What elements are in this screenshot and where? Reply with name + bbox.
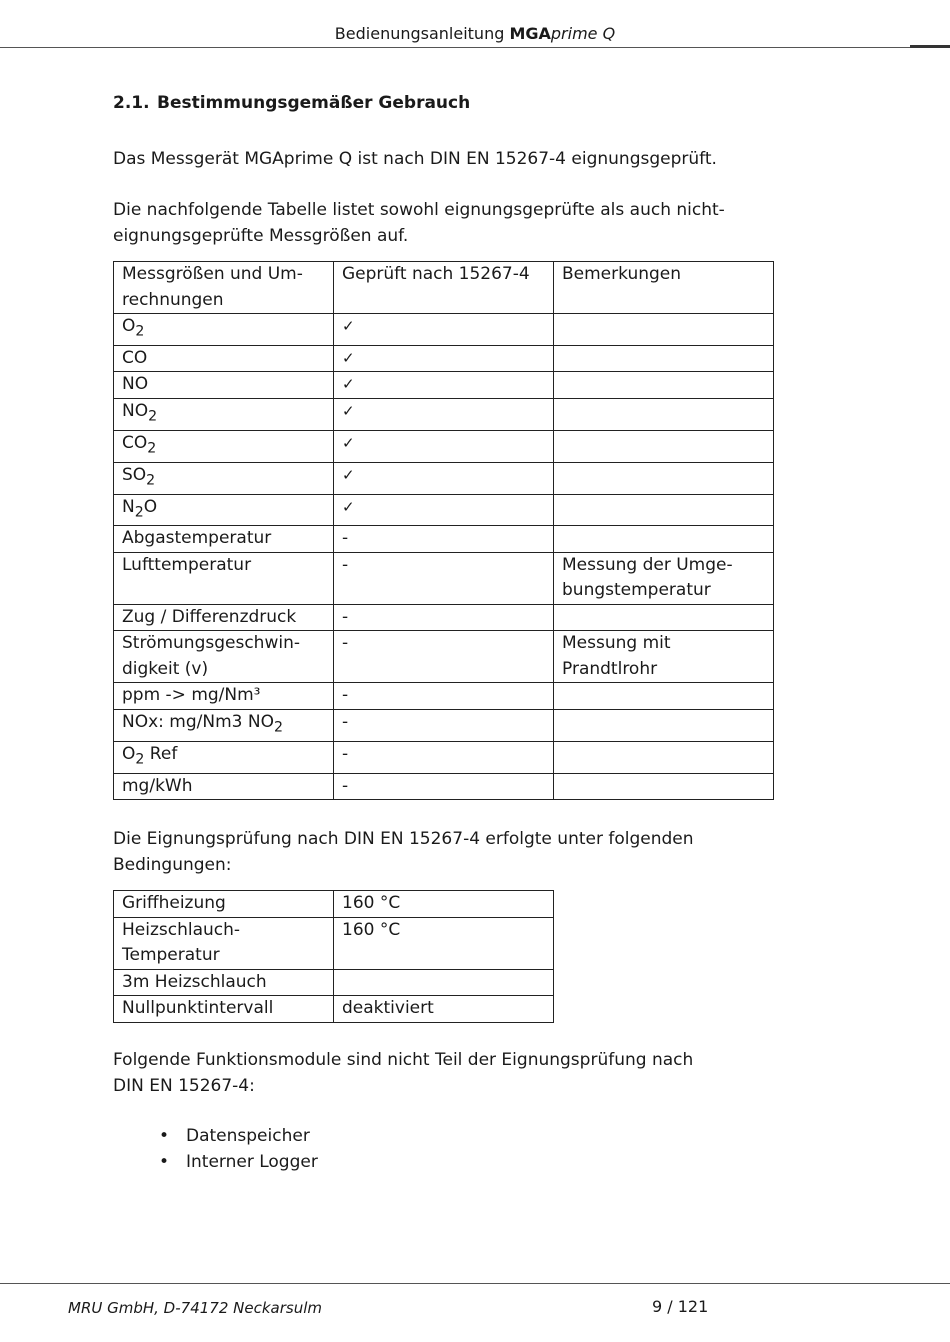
- table-row: [114, 526, 774, 553]
- cell-tested: -: [334, 709, 554, 741]
- table-row: [114, 773, 774, 800]
- cell-quantity: [114, 462, 334, 494]
- conditions-intro-line: Bedingungen:: [113, 855, 232, 876]
- intro-paragraph: Das Messgerät MGAprime Q ist nach DIN EN 15267-4 eignungsgeprüft.: [113, 149, 717, 169]
- table-row: [114, 996, 554, 1023]
- cell-tested: -: [334, 631, 554, 683]
- condition-text: Temperatur: [122, 945, 220, 966]
- header-text: Messgrößen und Um-: [122, 264, 303, 284]
- cell-tested: -: [334, 773, 554, 800]
- table-row: [114, 741, 774, 773]
- quantity-text: CO: [122, 432, 148, 453]
- cell-remark: [554, 526, 774, 553]
- remark-text: Prandtlrohr: [562, 658, 658, 679]
- bullet-icon: •: [159, 1151, 170, 1172]
- cell-tested: [334, 372, 554, 399]
- header-brand-italic: prime Q: [550, 24, 616, 43]
- cell-quantity: mg/kWh: [114, 773, 334, 800]
- page-number: 9 / 121: [652, 1297, 709, 1316]
- header-prefix: Bedienungsanleitung: [334, 24, 510, 43]
- checkmark-icon: ✓: [342, 375, 355, 394]
- modules-intro-line: DIN EN 15267-4:: [113, 1075, 255, 1096]
- table-header-row: [114, 262, 774, 314]
- remark-text: Messung mit: [562, 633, 671, 654]
- cell-value: [334, 969, 554, 996]
- cell-value: deaktiviert: [334, 996, 554, 1023]
- table-intro-paragraph: [113, 197, 733, 249]
- cell-remark: [554, 398, 774, 430]
- cell-value: 160 °C: [334, 891, 554, 918]
- list-item: [113, 1149, 733, 1175]
- quantity-text: Ref: [144, 743, 178, 764]
- cell-remark: [554, 631, 774, 683]
- table-row: [114, 430, 774, 462]
- checkmark-icon: ✓: [342, 401, 355, 420]
- cell-remark: [554, 604, 774, 631]
- cell-quantity: [114, 741, 334, 773]
- conditions-intro: [113, 826, 733, 878]
- checkmark-icon: ✓: [342, 433, 355, 452]
- header-cell-quantity: [114, 262, 334, 314]
- table-row: [114, 372, 774, 399]
- table-row: [114, 345, 774, 372]
- checkmark-icon: ✓: [342, 348, 355, 367]
- table-row: [114, 552, 774, 604]
- cell-remark: [554, 430, 774, 462]
- quantity-text: O: [143, 496, 158, 517]
- cell-quantity: Abgastemperatur: [114, 526, 334, 553]
- remark-text: bungstemperatur: [562, 580, 711, 601]
- bullet-icon: •: [159, 1125, 170, 1146]
- table-intro-line: eignungsgeprüfte Messgrößen auf.: [113, 226, 409, 246]
- checkmark-icon: ✓: [342, 317, 355, 335]
- table-row: [114, 969, 554, 996]
- modules-intro-line: Folgende Funktionsmodule sind nicht Teil der Eignungsprüfung nach: [113, 1049, 694, 1070]
- cell-condition: Nullpunktintervall: [114, 996, 334, 1023]
- table-row: [114, 604, 774, 631]
- quantity-text: SO: [122, 464, 147, 485]
- cell-remark: [554, 314, 774, 346]
- header-rule: [0, 47, 950, 48]
- page-content: [113, 90, 733, 1175]
- table-row: [114, 891, 554, 918]
- quantity-subscript: 2: [147, 440, 157, 457]
- table-row: [114, 917, 554, 969]
- cell-remark: [554, 494, 774, 526]
- section-heading: [113, 90, 733, 116]
- cell-condition: Griffheizung: [114, 891, 334, 918]
- modules-list: [113, 1123, 733, 1175]
- cell-tested: [334, 430, 554, 462]
- cell-quantity: ppm -> mg/Nm³: [114, 683, 334, 710]
- quantity-subscript: 2: [146, 472, 156, 489]
- quantity-text: digkeit (v): [122, 658, 209, 679]
- cell-quantity: [114, 709, 334, 741]
- quantity-text: O: [122, 316, 136, 336]
- cell-quantity: [114, 631, 334, 683]
- cell-remark: [554, 683, 774, 710]
- cell-tested: -: [334, 683, 554, 710]
- cell-tested: [334, 494, 554, 526]
- section-title: Bestimmungsgemäßer Gebrauch: [157, 93, 471, 113]
- table-row: [114, 631, 774, 683]
- header-text: rechnungen: [122, 289, 224, 310]
- header-cell-tested: Geprüft nach 15267-4: [334, 262, 554, 314]
- remark-text: Messung der Umge-: [562, 554, 733, 575]
- quantity-subscript: 2: [135, 323, 145, 340]
- table-row: [114, 709, 774, 741]
- cell-remark: [554, 552, 774, 604]
- running-header: [0, 22, 950, 46]
- cell-remark: [554, 462, 774, 494]
- modules-intro: [113, 1047, 733, 1099]
- footer-rule: [0, 1283, 950, 1284]
- table-intro-line: Die nachfolgende Tabelle listet sowohl eignungsgeprüfte als auch nicht-: [113, 200, 725, 220]
- quantity-text: CO: [122, 347, 148, 368]
- cell-remark: [554, 741, 774, 773]
- conditions-intro-line: Die Eignungsprüfung nach DIN EN 15267-4 erfolgte unter folgenden: [113, 829, 694, 850]
- quantity-subscript: 2: [134, 503, 144, 520]
- quantity-text: Strömungsgeschwin-: [122, 633, 300, 654]
- cell-remark: [554, 345, 774, 372]
- checkmark-icon: ✓: [342, 497, 355, 516]
- quantity-text: NO: [122, 374, 149, 395]
- list-item-text: Interner Logger: [186, 1151, 318, 1172]
- quantity-text: N: [122, 496, 135, 517]
- quantity-text: O: [122, 743, 136, 764]
- header-brand-bold: MGA: [509, 24, 551, 43]
- cell-quantity: [114, 430, 334, 462]
- list-item-text: Datenspeicher: [186, 1125, 310, 1146]
- header-rule-accent: [910, 45, 950, 48]
- cell-value: 160 °C: [334, 917, 554, 969]
- cell-tested: [334, 462, 554, 494]
- cell-tested: [334, 345, 554, 372]
- cell-tested: [334, 314, 554, 346]
- cell-tested: -: [334, 741, 554, 773]
- condition-text: Heizschlauch-: [122, 919, 241, 940]
- cell-condition: [114, 917, 334, 969]
- header-cell-remarks: Bemerkungen: [554, 262, 774, 314]
- cell-remark: [554, 372, 774, 399]
- cell-remark: [554, 709, 774, 741]
- quantity-subscript: 2: [273, 719, 283, 736]
- cell-tested: -: [334, 526, 554, 553]
- cell-quantity: [114, 314, 334, 346]
- cell-remark: [554, 773, 774, 800]
- quantity-text: NOx: mg/Nm3 NO: [122, 711, 274, 732]
- cell-quantity: [114, 398, 334, 430]
- cell-quantity: [114, 494, 334, 526]
- table-row: [114, 398, 774, 430]
- checkmark-icon: ✓: [342, 465, 355, 484]
- cell-tested: [334, 398, 554, 430]
- cell-tested: -: [334, 552, 554, 604]
- table-row: [114, 462, 774, 494]
- table-row: [114, 494, 774, 526]
- cell-quantity: [114, 345, 334, 372]
- section-number: 2.1.: [113, 93, 150, 113]
- cell-quantity: Lufttemperatur: [114, 552, 334, 604]
- measurands-table: [113, 261, 774, 800]
- cell-quantity: [114, 372, 334, 399]
- cell-condition: 3m Heizschlauch: [114, 969, 334, 996]
- cell-tested: -: [334, 604, 554, 631]
- footer-company: MRU GmbH, D-74172 Neckarsulm: [68, 1299, 322, 1317]
- conditions-table: [113, 890, 554, 1023]
- quantity-subscript: 2: [148, 408, 158, 425]
- quantity-subscript: 2: [135, 751, 145, 768]
- cell-quantity: Zug / Differenzdruck: [114, 604, 334, 631]
- quantity-text: NO: [122, 400, 149, 421]
- list-item: [113, 1123, 733, 1149]
- table-row: [114, 314, 774, 346]
- table-row: [114, 683, 774, 710]
